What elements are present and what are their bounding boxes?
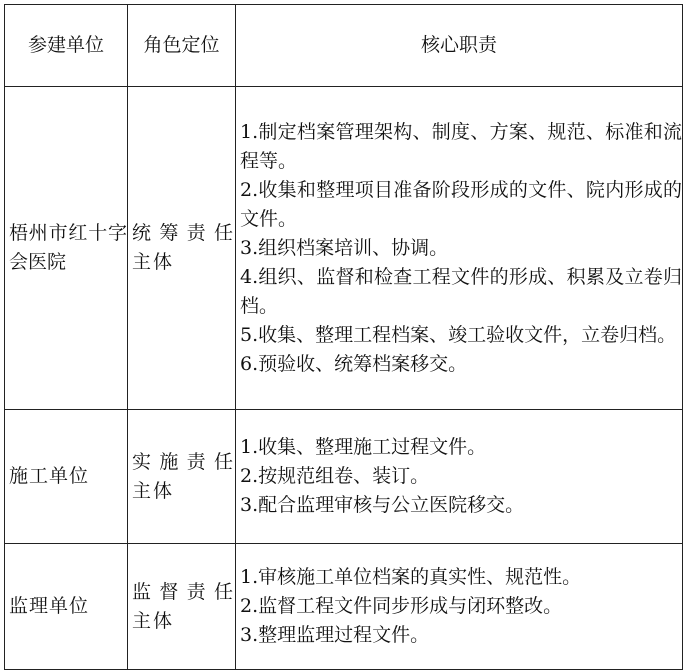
header-role: 角色定位 [128,5,236,87]
duty-item: 2.收集和整理项目准备阶段形成的文件、院内形成的文件。 [240,178,682,230]
duty-item: 5.收集、整理工程档案、竣工验收文件，立卷归档。 [240,323,677,346]
table-row [5,87,683,410]
table-header-row [5,5,683,87]
unit-cell: 施工单位 [5,410,128,544]
role-cell: 监督责任主体 [128,544,236,670]
duty-item: 1.制定档案管理架构、制度、方案、规范、标准和流程等。 [240,120,682,172]
duty-item: 1.收集、整理施工过程文件。 [240,436,487,458]
duty-item: 3.整理监理过程文件。 [240,624,430,646]
unit-cell: 监理单位 [5,544,128,670]
role-cell: 统筹责任主体 [128,87,236,410]
duty-item: 3.组织档案培训、协调。 [240,236,449,259]
header-unit: 参建单位 [5,5,128,87]
duties-cell [236,410,683,544]
duty-item: 1.审核施工单位档案的真实性、规范性。 [240,566,582,588]
duties-cell [236,544,683,670]
duties-cell [236,87,683,410]
duty-item: 4.组织、监督和检查工程文件的形成、积累及立卷归档。 [240,265,682,317]
table-row [5,410,683,544]
responsibility-table [4,4,683,670]
duty-item: 6.预验收、统筹档案移交。 [240,352,468,375]
duty-item: 2.监督工程文件同步形成与闭环整改。 [240,595,563,617]
duty-item: 2.按规范组卷、装订。 [240,465,430,487]
unit-cell: 梧州市红十字会医院 [5,87,128,410]
table-row [5,544,683,670]
duty-item: 3.配合监理审核与公立医院移交。 [240,494,525,516]
header-duties: 核心职责 [236,5,683,87]
role-cell: 实施责任主体 [128,410,236,544]
